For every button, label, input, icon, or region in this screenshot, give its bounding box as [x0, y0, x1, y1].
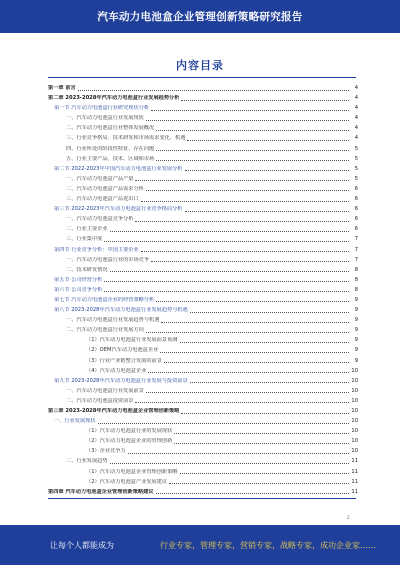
toc-entry-label: 第一章 前言 — [48, 85, 76, 91]
toc-entry-page: 4 — [354, 125, 358, 132]
dot-leader — [148, 372, 349, 373]
toc-entry-page: 6 — [354, 196, 358, 203]
dot-leader — [104, 241, 349, 242]
toc-entry-page: 5 — [354, 145, 358, 152]
toc-entry[interactable] — [48, 448, 358, 455]
toc-entry-page: 5 — [354, 175, 358, 182]
toc-entry-page: 5 — [354, 165, 358, 172]
dot-leader — [146, 190, 349, 191]
toc-entry-label: 三、行业集中度 — [66, 236, 103, 243]
toc-entry[interactable] — [48, 267, 358, 274]
dot-leader — [181, 413, 349, 414]
toc-entry-label: 五、行业主要产品、技术、区域和市场 — [66, 155, 155, 162]
page-number: 2 — [347, 515, 350, 520]
dot-leader — [190, 382, 349, 383]
toc-entry-label: 二、行业发展趋势 — [66, 458, 108, 465]
toc-entry-page: 11 — [351, 478, 358, 485]
toc-entry[interactable] — [48, 257, 358, 264]
toc-entry-label: （3）行业产业链整合发展的前景 — [86, 357, 162, 364]
toc-entry[interactable] — [48, 277, 358, 284]
toc-entry[interactable] — [48, 156, 358, 163]
toc-entry[interactable] — [48, 297, 358, 304]
dot-leader — [128, 453, 349, 454]
toc-entry-page: 10 — [351, 448, 358, 455]
toc-entry[interactable] — [48, 85, 358, 92]
dot-leader — [78, 90, 349, 91]
dot-leader — [146, 392, 349, 393]
toc-entry-label: （2）汽车动力电池盒产业发展建议 — [86, 478, 168, 485]
dot-leader — [110, 271, 349, 272]
dot-leader — [110, 231, 349, 232]
toc-entry-page: 11 — [351, 458, 358, 465]
toc-entry-page: 8 — [354, 266, 358, 273]
toc-entry[interactable] — [48, 236, 358, 243]
toc-entry-label: 一、汽车动力电池盒行业发展现状 — [66, 115, 144, 122]
toc-entry[interactable] — [48, 408, 358, 415]
toc-entry[interactable] — [48, 216, 358, 223]
toc-entry-label: 三、汽车动力电池盒产品进出口 — [66, 196, 139, 203]
toc-entry-page: 6 — [354, 206, 358, 213]
toc-entry-label: 二、汽车动力电池盒行业整体发展概况 — [66, 125, 155, 132]
dot-leader — [164, 362, 349, 363]
toc-entry-page: 9 — [354, 357, 358, 364]
dot-leader — [141, 201, 349, 202]
toc-entry-label: 一、汽车动力电池盒行业的市场竞争 — [66, 256, 150, 263]
toc-entry[interactable] — [48, 469, 358, 476]
toc-entry-label: 二、行业主要企业 — [66, 226, 108, 233]
toc-entry[interactable] — [48, 247, 358, 254]
toc-entry-page: 10 — [351, 377, 358, 384]
dot-leader — [181, 100, 349, 101]
toc-entry-page: 9 — [354, 347, 358, 354]
toc-entry[interactable] — [48, 206, 358, 213]
table-of-contents — [48, 85, 358, 496]
toc-entry[interactable] — [48, 458, 358, 465]
toc-entry-label: （3）企业竞争力 — [86, 448, 126, 455]
toc-entry-label: 一、行业发展现状 — [54, 418, 96, 425]
toc-entry[interactable] — [48, 317, 358, 324]
toc-entry-page: 10 — [351, 367, 358, 374]
dot-leader — [160, 352, 349, 353]
toc-entry-page: 9 — [354, 337, 358, 344]
toc-entry[interactable] — [48, 327, 358, 334]
toc-entry-label: 一、汽车动力电池盒竞争分析 — [66, 216, 134, 223]
toc-entry-label: 第七节 汽车动力电池盒企业的经营策略分析 — [54, 296, 155, 303]
toc-entry-label: 第六节 公司竞争分析 — [54, 286, 103, 293]
toc-entry[interactable] — [48, 388, 358, 395]
toc-entry[interactable] — [48, 146, 358, 153]
dot-leader — [135, 402, 349, 403]
toc-entry[interactable] — [48, 115, 358, 122]
dot-leader — [98, 423, 349, 424]
toc-entry-label: 第九节 2023-2028年汽车动力电池盒行业发展与投资前景 — [54, 377, 188, 384]
toc-entry-page: 10 — [351, 387, 358, 394]
toc-entry-label: 一、汽车动力电池盒行业发展前景 — [66, 387, 144, 394]
toc-entry-page: 4 — [354, 85, 358, 91]
toc-entry-page: 8 — [354, 276, 358, 283]
dot-leader — [156, 130, 349, 131]
toc-entry-label: （1）汽车动力电池盒企业管理创新策略 — [86, 468, 178, 475]
toc-entry-page: 7 — [354, 246, 358, 253]
dot-leader — [146, 120, 349, 121]
toc-entry-label: 一、汽车动力电池盒产品产量 — [66, 175, 134, 182]
dot-leader — [104, 291, 349, 292]
dot-leader — [185, 170, 350, 171]
toc-entry-label: （2）OEM汽车动力电池盒企业 — [86, 347, 159, 354]
dot-leader — [190, 312, 349, 313]
toc-entry-label: 四、行业所处的阶段性特征、存在问题 — [66, 145, 155, 152]
toc-entry-page: 4 — [354, 95, 358, 102]
toc-entry-label: 第四章 汽车动力电池盒企业管理创新策略建议 — [48, 488, 154, 495]
dot-leader — [156, 160, 349, 161]
toc-entry-page: 10 — [351, 428, 358, 435]
toc-entry-page: 11 — [351, 488, 358, 495]
toc-entry[interactable] — [48, 135, 358, 142]
toc-entry-page: 10 — [351, 418, 358, 425]
toc-bottom-divider — [48, 498, 356, 499]
toc-entry-page: 10 — [351, 438, 358, 445]
toc-top-divider — [48, 77, 356, 78]
toc-entry-page: 8 — [354, 286, 358, 293]
footer-banner — [0, 525, 400, 565]
toc-entry[interactable] — [48, 428, 358, 435]
toc-entry-label: 第一节 汽车动力电池盒行业研究现状分析 — [54, 105, 150, 112]
toc-entry-label: 第四节 行业竞争分析：中国主要企业 — [54, 246, 139, 253]
toc-entry-page: 10 — [351, 397, 358, 404]
toc-entry-page: 10 — [351, 408, 358, 414]
toc-entry-page: 6 — [354, 185, 358, 192]
toc-entry[interactable] — [48, 105, 358, 112]
toc-entry-label: 第八节 2023-2028年汽车动力电池盒行业发展趋势与机遇 — [54, 307, 188, 314]
dot-leader — [135, 221, 349, 222]
toc-entry[interactable] — [48, 307, 358, 314]
footer-slogan: 让每个人都能成为 — [50, 540, 114, 550]
toc-entry-label: 二、汽车动力电池盒行业发展方向 — [66, 327, 144, 334]
toc-entry-page: 9 — [354, 317, 358, 324]
footer-tagline: 行业专家，管理专家，营销专家，战略专家，成功企业家…… — [160, 540, 376, 550]
report-title: 汽车动力电池盒企业管理创新策略研究报告 — [97, 11, 303, 23]
dot-leader — [187, 140, 349, 141]
toc-entry[interactable] — [48, 186, 358, 193]
toc-entry[interactable] — [48, 489, 358, 496]
toc-entry-page: 4 — [354, 135, 358, 142]
dot-leader — [156, 301, 349, 302]
dot-leader — [185, 211, 350, 212]
toc-entry-label: 二、汽车动力电池盒产品需求分析 — [66, 185, 144, 192]
toc-entry-page: 11 — [351, 468, 358, 475]
toc-entry[interactable] — [48, 125, 358, 132]
toc-entry-label: （1）汽车动力电池盒行业发展前景预测 — [86, 337, 178, 344]
dot-leader — [180, 473, 350, 474]
toc-entry[interactable] — [48, 479, 358, 486]
toc-entry-label: 第二节 2022-2023年中国汽车动力电池盒行业发展分析 — [54, 165, 183, 172]
toc-entry-label: （4）汽车动力电池盒企业 — [86, 367, 147, 374]
toc-entry-page: 9 — [354, 327, 358, 334]
toc-entry[interactable] — [48, 196, 358, 203]
toc-entry-label: 第三节 2022-2023年汽车动力电池盒行业竞争格局分析 — [54, 206, 183, 213]
toc-entry-page: 9 — [354, 296, 358, 303]
toc-entry-label: 一、汽车动力电池盒行业发展趋势与机遇 — [66, 317, 160, 324]
toc-entry-label: 第二章 2023-2028年汽车动力电池盒行业发展趋势分析 — [48, 95, 180, 102]
dot-leader — [180, 342, 350, 343]
dot-leader — [156, 150, 349, 151]
dot-leader — [151, 110, 349, 111]
toc-entry-page: 7 — [354, 256, 358, 263]
dot-leader — [110, 463, 349, 464]
header-banner — [0, 0, 400, 33]
toc-entry[interactable] — [48, 226, 358, 233]
dot-leader — [104, 281, 349, 282]
toc-entry-label: （1）汽车动力电池盒行业的发展现状 — [86, 428, 173, 435]
toc-entry-label: 三、行业竞争格局、技术研发和市场需求变化、机遇 — [66, 135, 186, 142]
toc-entry-page: 4 — [354, 115, 358, 122]
toc-entry-label: 第五节 公司经营分析 — [54, 276, 103, 283]
dot-leader — [146, 332, 349, 333]
toc-entry-label: 第三章 2023-2028年汽车动力电池盒企业管理创新策略 — [48, 408, 180, 414]
toc-entry[interactable] — [48, 337, 358, 344]
toc-entry[interactable] — [48, 368, 358, 375]
toc-entry-page: 5 — [354, 155, 358, 162]
toc-entry-page: 4 — [354, 105, 358, 112]
toc-entry[interactable] — [48, 418, 358, 425]
dot-leader — [151, 261, 349, 262]
toc-entry[interactable] — [48, 287, 358, 294]
dot-leader — [174, 443, 349, 444]
toc-entry[interactable] — [48, 95, 358, 102]
dot-leader — [141, 251, 349, 252]
toc-entry[interactable] — [48, 176, 358, 183]
toc-entry[interactable] — [48, 438, 358, 445]
toc-entry-label: 二、技术研发情况 — [66, 266, 108, 273]
toc-entry-page: 7 — [354, 236, 358, 243]
toc-entry-page: 6 — [354, 226, 358, 233]
toc-entry-label: （2）汽车动力电池盒企业的管理创新 — [86, 438, 173, 445]
toc-entry-page: 6 — [354, 216, 358, 223]
dot-leader — [169, 483, 349, 484]
toc-entry[interactable] — [48, 378, 358, 385]
toc-entry[interactable] — [48, 358, 358, 365]
toc-entry[interactable] — [48, 398, 358, 405]
toc-entry[interactable] — [48, 166, 358, 173]
toc-entry-label: 二、汽车动力电池盒投资前景 — [66, 397, 134, 404]
dot-leader — [174, 433, 349, 434]
toc-entry[interactable] — [48, 347, 358, 354]
dot-leader — [161, 322, 349, 323]
dot-leader — [156, 493, 349, 494]
dot-leader — [135, 180, 349, 181]
toc-entry-page: 9 — [354, 307, 358, 314]
toc-heading: 内容目录 — [176, 59, 224, 72]
